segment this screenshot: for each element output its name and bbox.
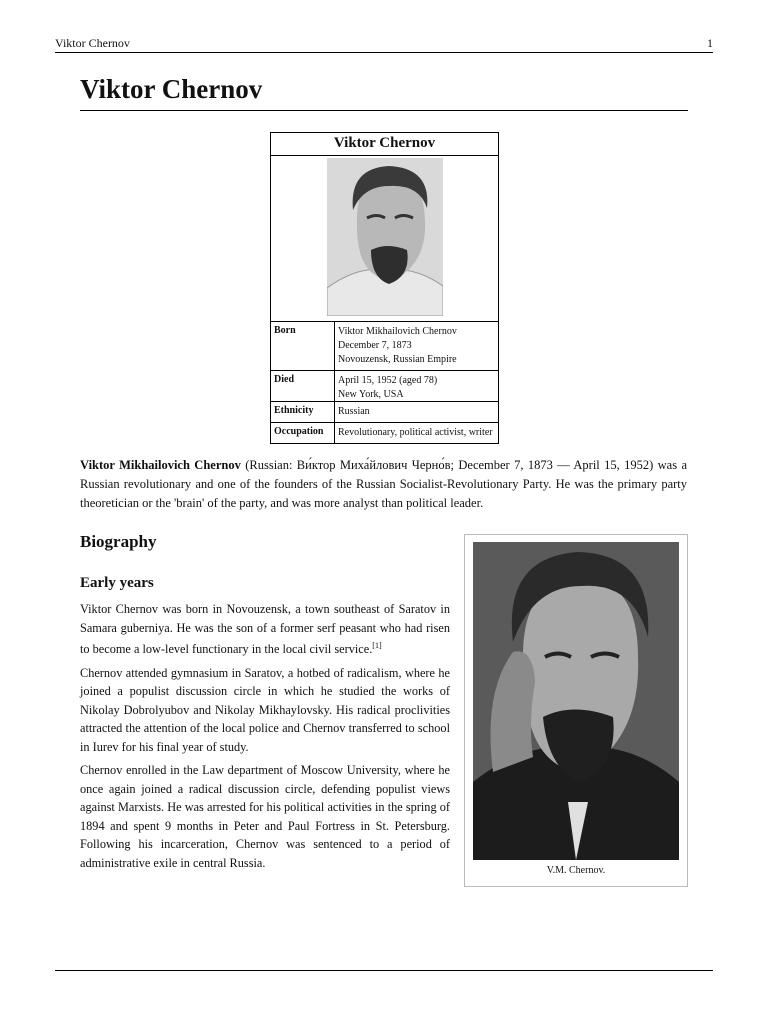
running-title: Viktor Chernov: [55, 36, 130, 50]
subsection-heading: Early years: [80, 575, 154, 591]
infobox-value: [335, 322, 498, 370]
running-header: [55, 36, 713, 53]
figure: [464, 534, 688, 887]
page-number: 1: [707, 36, 713, 50]
infobox-key: Occupation: [271, 423, 335, 443]
born-place: Novouzensk, Russian Empire: [338, 354, 457, 365]
section-heading: Biography: [80, 532, 157, 551]
infobox-key: Ethnicity: [271, 402, 335, 422]
infobox: [270, 132, 499, 444]
infobox-value: [335, 402, 498, 422]
footer-rule: [55, 970, 713, 971]
infobox-value: [335, 371, 498, 401]
lead-paragraph: [80, 456, 687, 513]
figure-photo: [473, 542, 679, 860]
infobox-row-ethnicity: [271, 402, 498, 423]
infobox-value: [335, 423, 498, 443]
paragraph: [80, 600, 450, 659]
died-place: New York, USA: [338, 389, 404, 400]
citation-link[interactable]: [1]: [372, 641, 382, 650]
lead-text: (Russian: Ви́ктор Миха́йлович Черно́в; December 7, 1873 — April 15, 1952) was a Russian revolutionary and one of the founders of the Russian Socialist-Revolutionary Party. He was the primary party theoretician or the 'brain' of the party, and was more analyst than political leader.: [80, 458, 688, 510]
paragraph: Chernov enrolled in the Law department of Moscow University, where he once again joined a radical discussion circle, defending populist views against Marxists. He was arrested for his political activities in the spring of 1894 and spent 9 months in Peter and Paul Fortress in St. Petersburg. Following his incarceration, Chernov was sentenced to a period of administrative exile in central Russia.: [80, 763, 450, 870]
occupation-value: Revolutionary, political activist, writer: [338, 427, 493, 438]
born-date: December 7, 1873: [338, 340, 412, 351]
figure-caption: V.M. Chernov.: [546, 865, 606, 876]
infobox-row-occupation: [271, 423, 498, 443]
title-rule: [80, 110, 688, 111]
infobox-key: Born: [271, 322, 335, 370]
infobox-portrait: [271, 156, 498, 322]
lead-name: Viktor Mikhailovich Chernov: [80, 458, 241, 472]
paragraph-text: Viktor Chernov was born in Novouzensk, a town southeast of Saratov in Samara guberniya. He was the son of a former serf peasant who had risen to become a low-level functionary in the local civil service.: [80, 602, 450, 657]
infobox-heading: Viktor Chernov: [271, 133, 498, 156]
page-title: Viktor Chernov: [80, 74, 263, 104]
infobox-key: Died: [271, 371, 335, 401]
born-name: Viktor Mikhailovich Chernov: [338, 326, 457, 337]
infobox-row-died: [271, 371, 498, 402]
portrait-photo: [327, 158, 443, 316]
body-text: [80, 600, 450, 877]
ethnicity-value: Russian: [338, 406, 370, 417]
infobox-row-born: [271, 322, 498, 371]
died-date: April 15, 1952 (aged 78): [338, 375, 438, 386]
paragraph: Chernov attended gymnasium in Saratov, a hotbed of radicalism, where he joined a populist discussion circle in which he studied the works of Nikolay Dobrolyubov and Nikolay Mikhaylovsky. His radical proclivities attracted the attention of the local police and Chernov transferred to school in Iurev for his final year of study.: [80, 665, 450, 754]
